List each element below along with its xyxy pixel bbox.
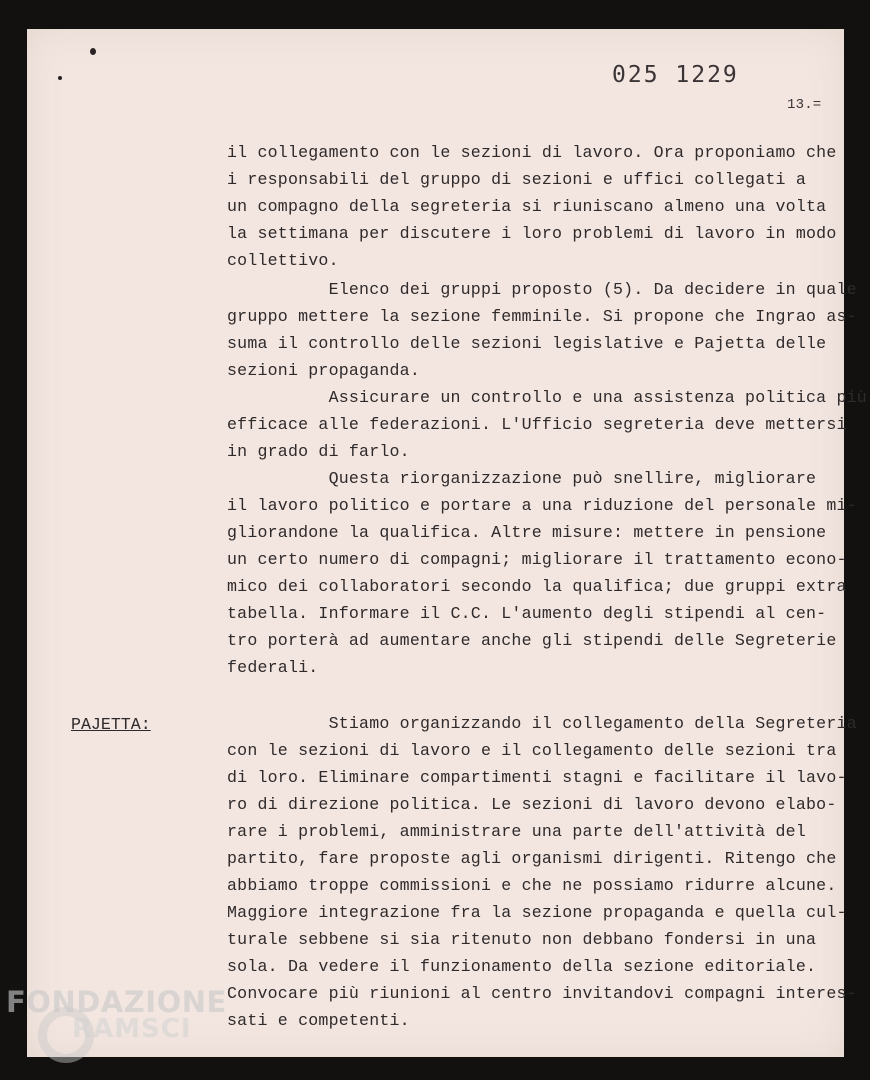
paragraph-1: il collegamento con le sezioni di lavoro. Ora proponiamo che i responsabili del gruppo di sezioni e uffici collegati a un compagno della segreteria si riuniscano almeno una volta la settimana per discutere i loro problemi di lavoro in modo collettivo. (227, 143, 837, 270)
watermark-line-1: FONDAZIONE (6, 985, 227, 1019)
page-number: 13.= (787, 97, 822, 113)
ink-dot (58, 76, 62, 80)
paragraph-2: Elenco dei gruppi proposto (5). Da decidere in quale gruppo mettere la sezione femminile. Si propone che Ingrao as- suma il controllo delle sezioni legislative e Pajetta delle sezioni propaganda. (227, 280, 857, 380)
archive-number: 025 1229 (612, 62, 739, 88)
paragraph-3: Assicurare un controllo e una assistenza politica più efficace alle federazioni. L'Ufficio segreteria deve mettersi in grado di farlo. (227, 388, 867, 461)
ink-dot (90, 48, 96, 55)
watermark-line-2: RAMSCI (72, 1014, 192, 1044)
speaker-label: PAJETTA: (71, 715, 151, 734)
paragraph-4: Questa riorganizzazione può snellire, migliorare il lavoro politico e portare a una riduzione del personale mi- gliorandone la qualifica. Altre misure: mettere in pensione un certo numero di compagni; migliorare il trattamento econo- mico dei collaboratori secondo la qualifica; due gruppi extra tabella. Informare il C.C. L'aumento degli stipendi al cen- tro porterà ad aumentare anche gli stipendi delle Segreterie federali. (227, 469, 857, 677)
paragraph-5: Stiamo organizzando il collegamento della Segreteria con le sezioni di lavoro e il collegamento delle sezioni tra di loro. Eliminare compartimenti stagni e facilitare il lavo- ro di direzione politica. Le sezioni di lavoro devono elabo- rare i problemi, amministrare una parte dell'attività del partito, fare proposte agli organismi dirigenti. Ritengo che abbiamo troppe commissioni e che ne possiamo ridurre alcune. Maggiore integrazione fra la sezione propaganda e quella cul- turale sebbene si sia ritenuto non debbano fondersi in una sola. Da vedere il funzionamento della sezione editoriale. Convocare più riunioni al centro invitandovi compagni interes- sati e competenti. (227, 714, 857, 1030)
fondazione-gramsci-watermark (6, 985, 227, 1080)
